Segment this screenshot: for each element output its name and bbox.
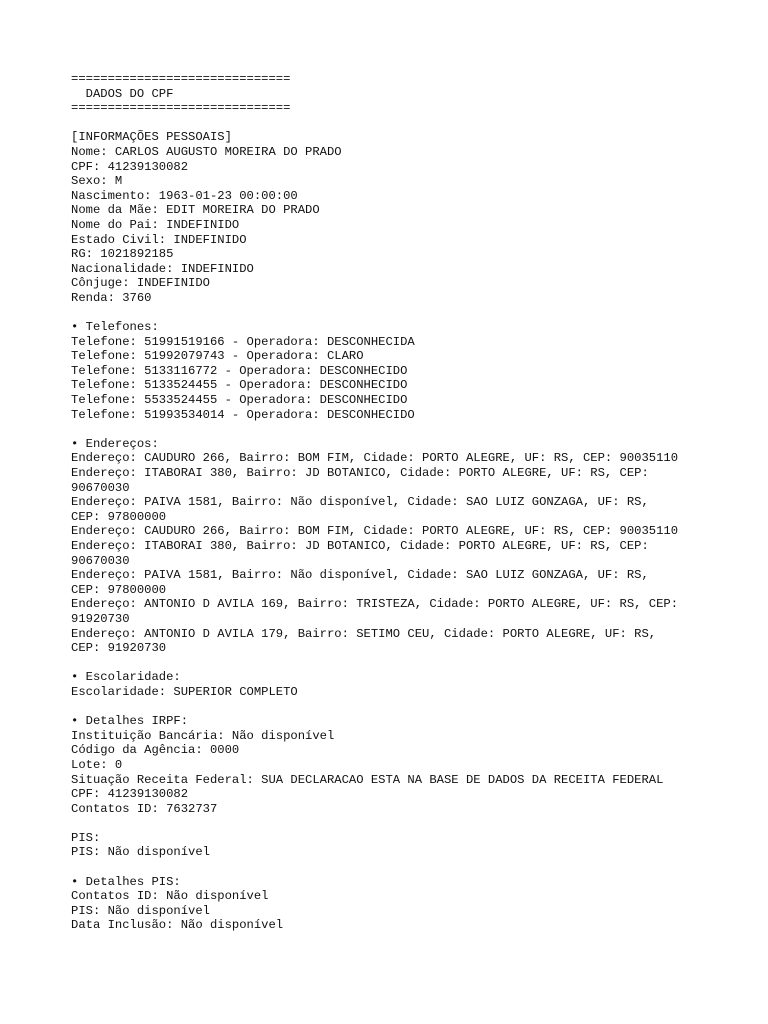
address-line: Endereço: PAIVA 1581, Bairro: Não disponível, Cidade: SAO LUIZ GONZAGA, UF: RS, — [71, 568, 649, 583]
field-nome-mae: Nome da Mãe: EDIT MOREIRA DO PRADO — [71, 203, 320, 218]
phone-line: Telefone: 5133116772 - Operadora: DESCONHECIDO — [71, 363, 408, 378]
field-nascimento: Nascimento: 1963-01-23 00:00:00 — [71, 188, 298, 203]
address-line: 90670030 — [71, 553, 130, 568]
field-sexo: Sexo: M — [71, 174, 123, 189]
address-line: Endereço: ANTONIO D AVILA 179, Bairro: SETIMO CEU, Cidade: PORTO ALEGRE, UF: RS, — [71, 626, 657, 641]
phone-line: Telefone: 5533524455 - Operadora: DESCONHECIDO — [71, 393, 408, 408]
report-header — [71, 72, 731, 116]
field-instituicao-bancaria: Instituição Bancária: Não disponível — [71, 728, 335, 743]
field-pis-contatos-id: Contatos ID: Não disponível — [71, 889, 269, 904]
field-nome: Nome: CARLOS AUGUSTO MOREIRA DO PRADO — [71, 144, 342, 159]
address-line: CEP: 91920730 — [71, 641, 167, 656]
address-line: Endereço: CAUDURO 266, Bairro: BOM FIM, Cidade: PORTO ALEGRE, UF: RS, CEP: 90035110 — [71, 451, 679, 466]
report-title: DADOS DO CPF — [71, 86, 174, 101]
phones-heading: • Telefones: — [71, 320, 159, 335]
field-estado-civil: Estado Civil: INDEFINIDO — [71, 232, 247, 247]
field-pis-numero: PIS: Não disponível — [71, 903, 210, 918]
pis-heading: PIS: — [71, 830, 101, 845]
pis-details-section — [71, 875, 731, 933]
field-rg: RG: 1021892185 — [71, 247, 174, 262]
spacer — [71, 656, 731, 671]
phone-line: Telefone: 5133524455 - Operadora: DESCONHECIDO — [71, 378, 408, 393]
personal-info-section — [71, 130, 731, 305]
spacer — [71, 306, 731, 321]
phone-line: Telefone: 51992079743 - Operadora: CLARO — [71, 349, 364, 364]
spacer — [71, 860, 731, 875]
education-section — [71, 670, 731, 699]
addresses-heading: • Endereços: — [71, 436, 159, 451]
irpf-heading: • Detalhes IRPF: — [71, 714, 189, 729]
field-renda: Renda: 3760 — [71, 290, 152, 305]
spacer — [71, 116, 731, 131]
address-line: CEP: 97800000 — [71, 509, 167, 524]
field-lote: Lote: 0 — [71, 757, 123, 772]
header-rule-top: ============================== — [71, 72, 291, 86]
irpf-section — [71, 714, 731, 816]
cpf-report-document — [71, 72, 731, 933]
address-line: Endereço: ITABORAI 380, Bairro: JD BOTANICO, Cidade: PORTO ALEGRE, UF: RS, CEP: — [71, 466, 649, 481]
phone-line: Telefone: 51993534014 - Operadora: DESCONHECIDO — [71, 407, 415, 422]
spacer — [71, 422, 731, 437]
field-situacao-receita: Situação Receita Federal: SUA DECLARACAO ESTA NA BASE DE DADOS DA RECEITA FEDERAL — [71, 772, 664, 787]
address-line: 91920730 — [71, 611, 130, 626]
field-conjuge: Cônjuge: INDEFINIDO — [71, 276, 210, 291]
field-nacionalidade: Nacionalidade: INDEFINIDO — [71, 261, 254, 276]
phones-section — [71, 320, 731, 422]
address-line: CEP: 97800000 — [71, 582, 167, 597]
pis-details-heading: • Detalhes PIS: — [71, 874, 181, 889]
personal-info-heading: [INFORMAÇÕES PESSOAIS] — [71, 130, 232, 145]
phone-line: Telefone: 51991519166 - Operadora: DESCONHECIDA — [71, 334, 415, 349]
field-pis: PIS: Não disponível — [71, 845, 210, 860]
education-heading: • Escolaridade: — [71, 670, 181, 685]
field-codigo-agencia: Código da Agência: 0000 — [71, 743, 240, 758]
address-line: Endereço: CAUDURO 266, Bairro: BOM FIM, Cidade: PORTO ALEGRE, UF: RS, CEP: 90035110 — [71, 524, 679, 539]
address-line: Endereço: PAIVA 1581, Bairro: Não disponível, Cidade: SAO LUIZ GONZAGA, UF: RS, — [71, 495, 649, 510]
header-rule-bottom: ============================== — [71, 101, 291, 116]
field-nome-pai: Nome do Pai: INDEFINIDO — [71, 217, 240, 232]
spacer — [71, 816, 731, 831]
address-line: 90670030 — [71, 480, 130, 495]
field-cpf: CPF: 41239130082 — [71, 159, 189, 174]
field-escolaridade: Escolaridade: SUPERIOR COMPLETO — [71, 684, 298, 699]
field-contatos-id: Contatos ID: 7632737 — [71, 801, 218, 816]
address-line: Endereço: ANTONIO D AVILA 169, Bairro: TRISTEZA, Cidade: PORTO ALEGRE, UF: RS, CEP: — [71, 597, 679, 612]
addresses-section — [71, 437, 731, 656]
pis-section — [71, 831, 731, 860]
field-data-inclusao: Data Inclusão: Não disponível — [71, 918, 284, 933]
spacer — [71, 700, 731, 715]
address-line: Endereço: ITABORAI 380, Bairro: JD BOTANICO, Cidade: PORTO ALEGRE, UF: RS, CEP: — [71, 539, 649, 553]
field-irpf-cpf: CPF: 41239130082 — [71, 787, 189, 802]
